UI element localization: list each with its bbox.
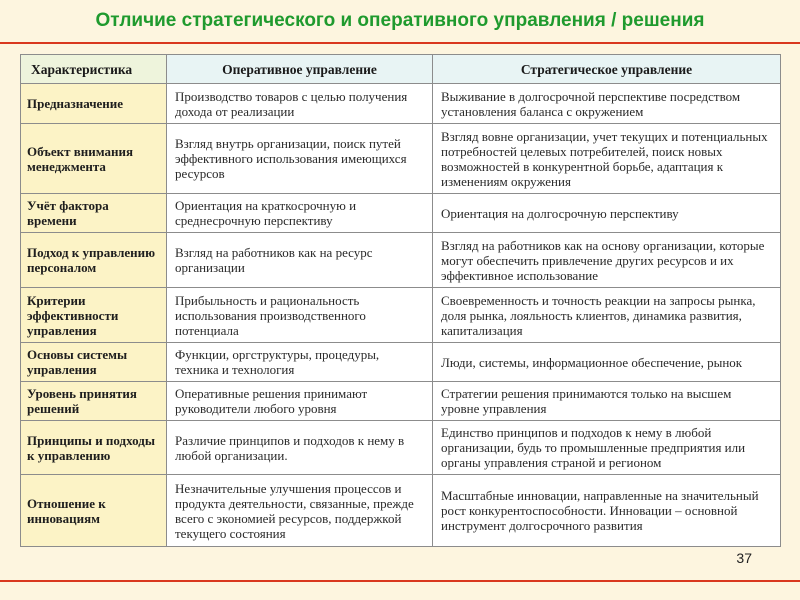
row-strategic: Масштабные инновации, направленные на значительный рост конкурентоспособности. Инновации – основной инструмент долгосрочного развития bbox=[433, 475, 781, 547]
row-characteristic: Учёт фактора времени bbox=[21, 194, 167, 233]
row-strategic: Взгляд вовне организации, учет текущих и потенциальных потребностей целевых потребителей, поиск новых возможностей в конкурентной борьбе, адаптация к изменениям окружения bbox=[433, 124, 781, 194]
table-header-row bbox=[21, 55, 781, 84]
row-strategic: Люди, системы, информационное обеспечение, рынок bbox=[433, 343, 781, 382]
page-title: Отличие стратегического и оперативного управления / решения bbox=[95, 10, 705, 31]
row-operational: Функции, оргструктуры, процедуры, техника и технология bbox=[167, 343, 433, 382]
table-row bbox=[21, 343, 781, 382]
bottom-divider bbox=[0, 580, 800, 582]
page-number: 37 bbox=[736, 550, 752, 566]
row-characteristic: Отношение к инновациям bbox=[21, 475, 167, 547]
row-characteristic: Предназначение bbox=[21, 84, 167, 124]
row-operational: Различие принципов и подходов к нему в любой организации. bbox=[167, 421, 433, 475]
row-characteristic: Объект внимания менеджмента bbox=[21, 124, 167, 194]
row-strategic: Выживание в долгосрочной перспективе посредством установления баланса с окружением bbox=[433, 84, 781, 124]
row-operational: Незначительные улучшения процессов и продукта деятельности, связанные, прежде всего с экономией ресурсов, поддержкой текущего состояния bbox=[167, 475, 433, 547]
row-operational: Прибыльность и рациональность использования производственного потенциала bbox=[167, 288, 433, 343]
row-operational: Ориентация на краткосрочную и среднесрочную перспективу bbox=[167, 194, 433, 233]
row-characteristic: Уровень принятия решений bbox=[21, 382, 167, 421]
table-row bbox=[21, 288, 781, 343]
table-row bbox=[21, 124, 781, 194]
row-strategic: Ориентация на долгосрочную перспективу bbox=[433, 194, 781, 233]
table-row bbox=[21, 233, 781, 288]
table-row bbox=[21, 84, 781, 124]
row-operational: Взгляд на работников как на ресурс организации bbox=[167, 233, 433, 288]
row-strategic: Стратегии решения принимаются только на высшем уровне управления bbox=[433, 382, 781, 421]
table-row bbox=[21, 194, 781, 233]
row-operational: Взгляд внутрь организации, поиск путей эффективного использования имеющихся ресурсов bbox=[167, 124, 433, 194]
row-strategic: Единство принципов и подходов к нему в любой организации, будь то промышленные предприятия или органы управления страной и регионом bbox=[433, 421, 781, 475]
table-row bbox=[21, 475, 781, 547]
table-row bbox=[21, 382, 781, 421]
row-strategic: Своевременность и точность реакции на запросы рынка, доля рынка, лояльность клиентов, динамика развития, капитализация bbox=[433, 288, 781, 343]
header-characteristic: Характеристика bbox=[21, 55, 167, 84]
row-characteristic: Основы системы управления bbox=[21, 343, 167, 382]
header-strategic: Стратегическое управление bbox=[433, 55, 781, 84]
row-operational: Производство товаров с целью получения дохода от реализации bbox=[167, 84, 433, 124]
comparison-table bbox=[20, 54, 781, 547]
header-operational: Оперативное управление bbox=[167, 55, 433, 84]
row-operational: Оперативные решения принимают руководители любого уровня bbox=[167, 382, 433, 421]
row-characteristic: Принципы и подходы к управлению bbox=[21, 421, 167, 475]
top-divider bbox=[0, 42, 800, 44]
table-row bbox=[21, 421, 781, 475]
row-strategic: Взгляд на работников как на основу организации, которые могут обеспечить привлечение других ресурсов и их эффективное использование bbox=[433, 233, 781, 288]
row-characteristic: Критерии эффективности управления bbox=[21, 288, 167, 343]
row-characteristic: Подход к управлению персоналом bbox=[21, 233, 167, 288]
